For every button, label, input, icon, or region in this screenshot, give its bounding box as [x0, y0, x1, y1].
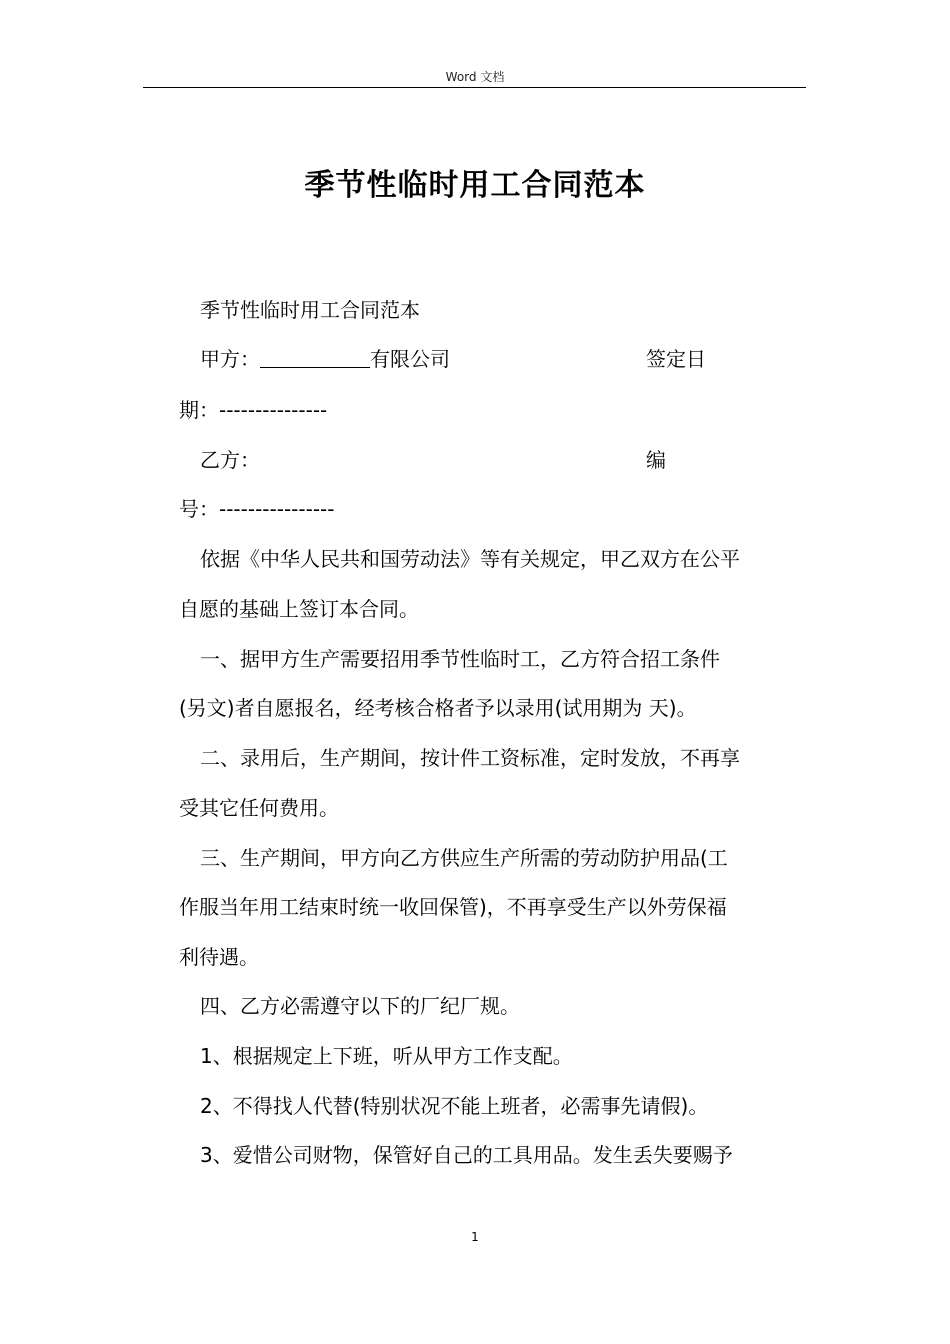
- body-line: 自愿的基础上签订本合同。: [179, 597, 419, 621]
- number-label: 编: [646, 448, 666, 472]
- body-line: 受其它任何费用。: [179, 796, 339, 820]
- body-line: 依据《中华人民共和国劳动法》等有关规定，甲乙双方在公平: [200, 547, 740, 571]
- body-line: 作服当年用工结束时统一收回保管)，不再享受生产以外劳保福: [179, 895, 727, 919]
- party-a-blank[interactable]: [260, 347, 370, 368]
- party-a-line: [200, 345, 450, 373]
- body-line: (另文)者自愿报名，经考核合格者予以录用(试用期为 天)。: [179, 696, 697, 720]
- body-line: 二、录用后，生产期间，按计件工资标准，定时发放，不再享: [200, 746, 740, 770]
- header-text: Word 文档: [445, 70, 505, 84]
- header-divider: [143, 87, 806, 88]
- sign-date-label: 签定日: [646, 347, 706, 371]
- number-value: 号：----------------: [179, 497, 335, 521]
- subtitle: 季节性临时用工合同范本: [200, 298, 420, 322]
- body-line: 三、生产期间，甲方向乙方供应生产所需的劳动防护用品(工: [200, 846, 728, 870]
- body-line: 利待遇。: [179, 945, 259, 969]
- document-title: 季节性临时用工合同范本: [304, 168, 646, 203]
- body-line: 1、根据规定上下班，听从甲方工作支配。: [200, 1044, 573, 1068]
- party-a-label: 甲方：: [200, 347, 260, 371]
- sign-date-value: 期：---------------: [179, 398, 328, 422]
- party-b-label: 乙方：: [200, 448, 260, 472]
- body-line: 2、不得找人代替(特别状况不能上班者，必需事先请假)。: [200, 1094, 709, 1118]
- party-a-suffix: 有限公司: [370, 347, 450, 371]
- body-line: 一、据甲方生产需要招用季节性临时工，乙方符合招工条件: [200, 647, 720, 671]
- body-line: 四、乙方必需遵守以下的厂纪厂规。: [200, 994, 520, 1018]
- page-number: 1: [471, 1230, 479, 1244]
- body-line: 3、爱惜公司财物，保管好自己的工具用品。发生丢失要赐予: [200, 1143, 733, 1167]
